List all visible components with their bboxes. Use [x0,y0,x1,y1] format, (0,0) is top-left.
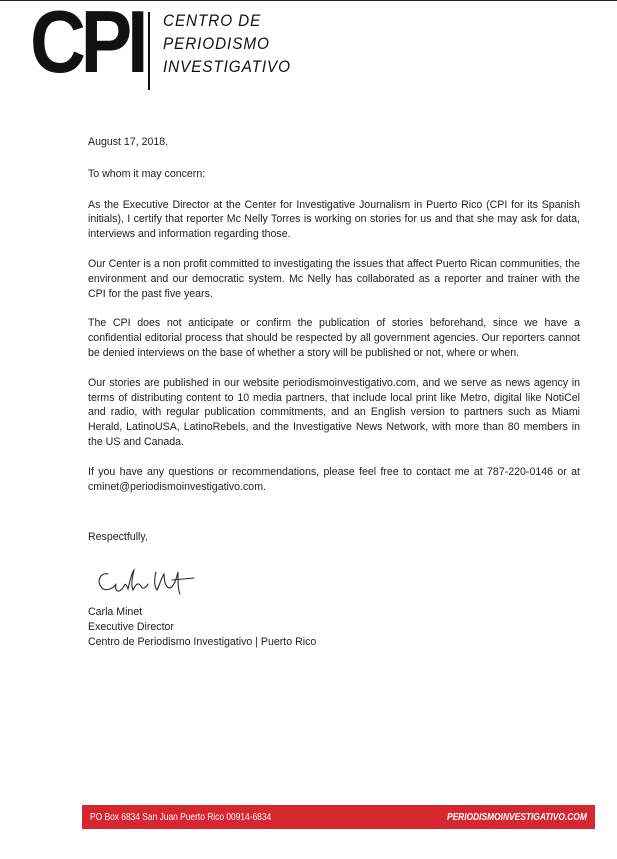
paragraph-3: The CPI does not anticipate or confirm the publication of stories beforehand, since we have a confidential editorial process that should be respected by all government agencies. Our reporters cannot be denied interviews on the base of whether a story will be published or not, where or when. [88,317,580,359]
paragraph-5: If you have any questions or recommendations, please feel free to contact me at 787-220-0146 or at cminet@periodismoinvestigativo.com. [88,465,580,493]
paragraph-1: As the Executive Director at the Center for Investigative Journalism in Puerto Rico (CPI for its Spanish initials), I certify that reporter Mc Nelly Torres is working on stories for us and that she may ask for data, interviews and information regarding those. [88,198,580,241]
cpi-logo [30,0,150,91]
logo-divider [148,12,150,90]
signer-title: Executive Director [88,621,174,633]
org-name [163,9,291,78]
signer-organization: Centro de Periodismo Investigativo | Puerto Rico [88,636,317,648]
org-name-line-3: INVESTIGATIVO [163,57,291,76]
footer-bar [82,805,595,829]
paragraph-4: Our stories are published in our website periodismoinvestigativo.com, and we serve as news agency in terms of distributing content to 10 media partners, that include local print like Metro, digital like NotiCel and radio, with regular publication commitments, and an English version to partners such as Miami Herald, LatinoUSA, LatinoRebels, and the Investigative News Network, with more than 80 members in the US and Canada. [88,376,580,448]
signer-name: Carla Minet [88,606,143,618]
paragraph-2: Our Center is a non profit committed to investigating the issues that affect Puerto Rican communities, the environment and our democratic system. Mc Nelly has collaborated as a reporter and trainer with the CPI for the past five years. [88,257,580,300]
letter-date: August 17, 2018. [88,136,169,148]
signature-image [94,560,214,604]
footer-address: PO Box 6834 San Juan Puerto Rico 00914-6834 [90,811,272,823]
org-name-line-2: PERIODISMO [163,34,270,53]
closing: Respectfully, [88,531,148,544]
org-name-line-1: CENTRO DE [163,11,262,30]
letter-body [88,135,580,545]
salutation: To whom it may concern: [88,167,206,180]
signer-block [88,605,488,650]
logo-mark: CPI [30,0,144,91]
footer-website-link[interactable]: PERIODISMOINVESTIGATIVO.COM [447,811,587,823]
